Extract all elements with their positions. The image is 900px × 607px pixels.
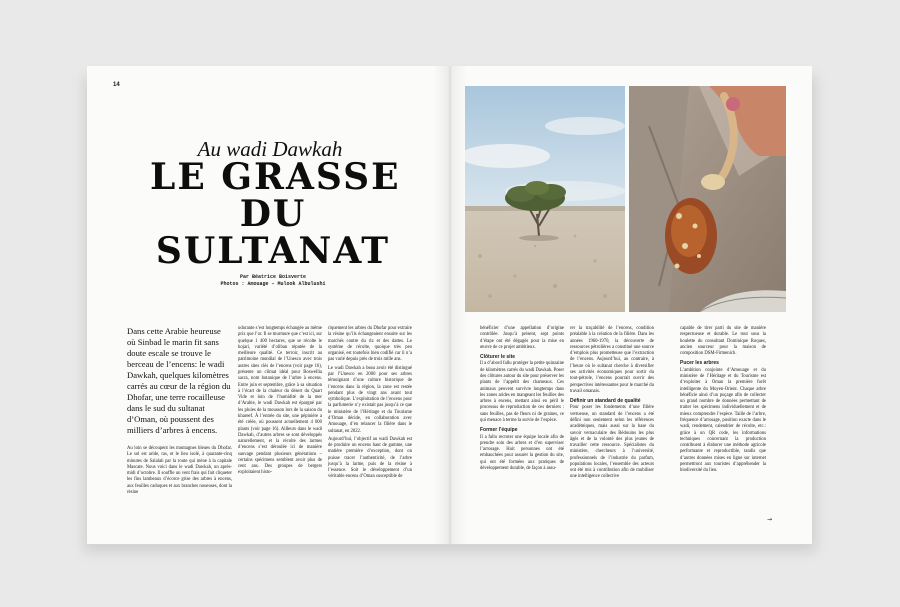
title-line-2: DU (239, 193, 307, 235)
section-heading: Former l’équipe (480, 427, 518, 434)
section-heading: Clôturer le site (480, 354, 516, 361)
credits (206, 274, 340, 288)
resin-harvest-hands-photo (629, 86, 786, 312)
body-paragraph: capable de tirer parti du site de manière respectueuse et durable. Le tout sous la houlette du consultant Dominique Roques, ancien sourceur pour la maison de composition DSM-Firmenich. (680, 326, 766, 357)
body-paragraph: Au loin se découpent les montagnes bleues du Dhofar. Le sol est aride, ras, et le lieu isolé, à quarante-cinq minutes de Salalah par la route qui mène à la capitale Mascate. Nous voici dans le wadi Dawkah, un après-midi d’octobre. Il souffle un vent frais qui fait cliqueter les fins lambeaux d’écorce grise des arbres à encens, aux feuilles caduques et aux branches noueuses, dont la résine (127, 446, 232, 495)
section-heading: Définir un standard de qualité (570, 398, 641, 405)
text-column-6 (680, 326, 766, 476)
body-paragraph: rer la traçabilité de l’encens, condition préalable à la création de la filière. Dans les années 1960-1970, la découverte de ressources pétrolières a constitué une source d’emplois plus prometteuse que l’extraction de l’encens. Aujourd’hui, au contraire, à l’heure où le sultanat cherche à diversifier ses activités économiques pour sortir du tout-pétrole, l’encens pourrait ouvrir des perspectives intéressantes pour le marché du travail omanais. (570, 326, 654, 394)
body-paragraph: Il a fallu recruter une équipe locale afin de prendre soin des arbres et d’en superviser l’arrosage. Huit personnes ont été embauchées pour assurer la gestion du site, qui ont été formées aux pratiques de développement durable, de façon à assu- (480, 434, 564, 471)
body-paragraph: Le wadi Dawkah a beau avoir été distingué par l’Unesco en 2000 pour ses arbres témoignant d’une culture historique de l’encens dans la région, la zone est restée pendant plus de vingt ans avant tout symbolique. L’exploitation de l’encens pour la parfumerie n’y existait pas jusqu’à ce que le ministère de l’Héritage et du Tourisme d’Oman décide, en collaboration avec Amouage, d’en relancer la filière dans le sultanat, en 2022. (328, 365, 412, 434)
frankincense-tree-landscape-photo (465, 86, 625, 312)
photo-credit: Photos : Amouage – Mulook Albulushi (220, 281, 326, 287)
body-paragraph: bénéficier d’une appellation d’origine contrôlée. Jusqu’à présent, sept points d’étape ont été dégagés pour la mise en œuvre de ce projet ambitieux. (480, 326, 564, 350)
body-paragraph: Pour poser les fondements d’une filière vertueuse, un standard de l’encens a été défini non seulement selon les références académiques, mais aussi sur la base du savoir vernaculaire des Bédouins les plus âgés et de la volonté des plus jeunes de travailler cette ressource. Spécialistes du ministère, chercheurs à l’université, professionnels de l’industrie du parfum, populations locales, l’ensemble des acteurs ont été mis à contribution afin de mobiliser une intelligence collective (570, 405, 654, 480)
title-line-1: LE GRASSE (150, 156, 401, 198)
spine-gutter (433, 66, 467, 544)
body-paragraph: odorante s’est longtemps échangée au même prix que l’or. Il se murmure que c’est ici, sur quelque 1 400 hectares, que se récolte le hojari, variété d’oliban réputée de la meilleure qualité. Ce terroir, inscrit au patrimoine mondial de l’Unesco avec trois autres sites clés de l’encens (voir page 16), présente un climat idéal pour Boswellia sacra, nom botanique de l’arbre à encens. Entre juin et septembre, grâce à sa situation à l’écart de la chaleur du désert du Quart Vide et loin de l’humidité de la mer d’Arabie, le wadi Dawkah est épargné par les pluies de la mousson lors de la saison du khareef. À l’entrée du site, une pépinière a été créée, où poussent actuellement 4 000 plants (voir page 16). Ailleurs dans le wadi Dawkah, d’autres arbres se sont développés naturellement, et la récolte des larmes d’encens s’est déroulée ici de manière sauvage pendant plusieurs générations – certains spécimens semblent avoir plus de cent ans. Des groupes de bergers exploitaient histo- (238, 326, 322, 476)
body-paragraph: riquement les arbres du Dhofar pour extraire la résine qu’ils échangeaient ensuite sur les marchés contre du riz et des dattes. Le système de récolte, quoique très peu organisé, est toutefois bien codifié car il n’a pas varié depuis près de trois mille ans. (328, 326, 412, 363)
end-arrow: → (767, 516, 773, 523)
body-paragraph: Il a d’abord fallu protéger la petite quinzaine de kilomètres carrés du wadi Dawkah. Poser des clôtures autour du site pour préserver les plants de l’appétit des chameaux. Ces animaux peuvent survivre longtemps dans les zones arides en mangeant les feuilles des arbres à encens, mettant ainsi en péril le processus de reproduction de ces derniers : sans feuilles, pas de fleurs ni de graines, ce qui menace à terme la survie de l’espèce. (480, 361, 564, 423)
page-number: 14 (113, 82, 120, 88)
text-column-5 (570, 326, 654, 483)
article-kicker: Au wadi Dawkah (197, 137, 343, 161)
text-column-3 (328, 326, 412, 483)
text-column-1 (127, 446, 232, 498)
byline: Par Béatrice Boisverte (239, 274, 306, 280)
intro-paragraph: Dans cette Arabie heureuse où Sinbad le marin fit sans doute escale se trouve le berceau de l’encens: le wadi Dawkah, quelques kilomètres carrés au cœur de la région du Dhofar, une terre rocailleuse dans le sud du sultanat d’Oman, où poussent des milliers d’arbres à encens. (127, 326, 231, 435)
text-column-2 (238, 326, 322, 479)
text-column-4 (480, 326, 564, 474)
body-paragraph: Aujourd’hui, l’objectif au wadi Dawkah est de produire un encens haut de gamme, une matière première d’exception, dont on puisse tracer l’authenticité, de l’arbre jusqu’à la larme, puis de la résine à l’essence. Soit le développement d’un véritable encens d’Oman susceptible de (328, 436, 412, 480)
article-title (150, 156, 401, 272)
section-heading: Pucer les arbres (680, 360, 719, 367)
title-line-3: SULTANAT (155, 230, 391, 272)
body-paragraph: L’ambition conjointe d’Amouage et du ministère de l’Héritage et du Tourisme est d’exploiter à Oman la première forêt intelligente du Moyen-Orient. Chaque arbre bénéficie ainsi d’un puçage afin de collecter un grand nombre de données permettant de traiter les spécimens individuellement et de mieux comprendre l’espèce. Taille de l’arbre, fréquence d’arrosage, position exacte dans le wadi, rendement, calendrier de récolte, etc.: grâce à un QR code, les informations techniques concernant la production contribuent à élaborer une méthode agricole performante et reproductible, tandis que d’autres données mises en ligne sur internet permettront aux touristes d’appréhender la biodiversité du lieu. (680, 367, 766, 474)
